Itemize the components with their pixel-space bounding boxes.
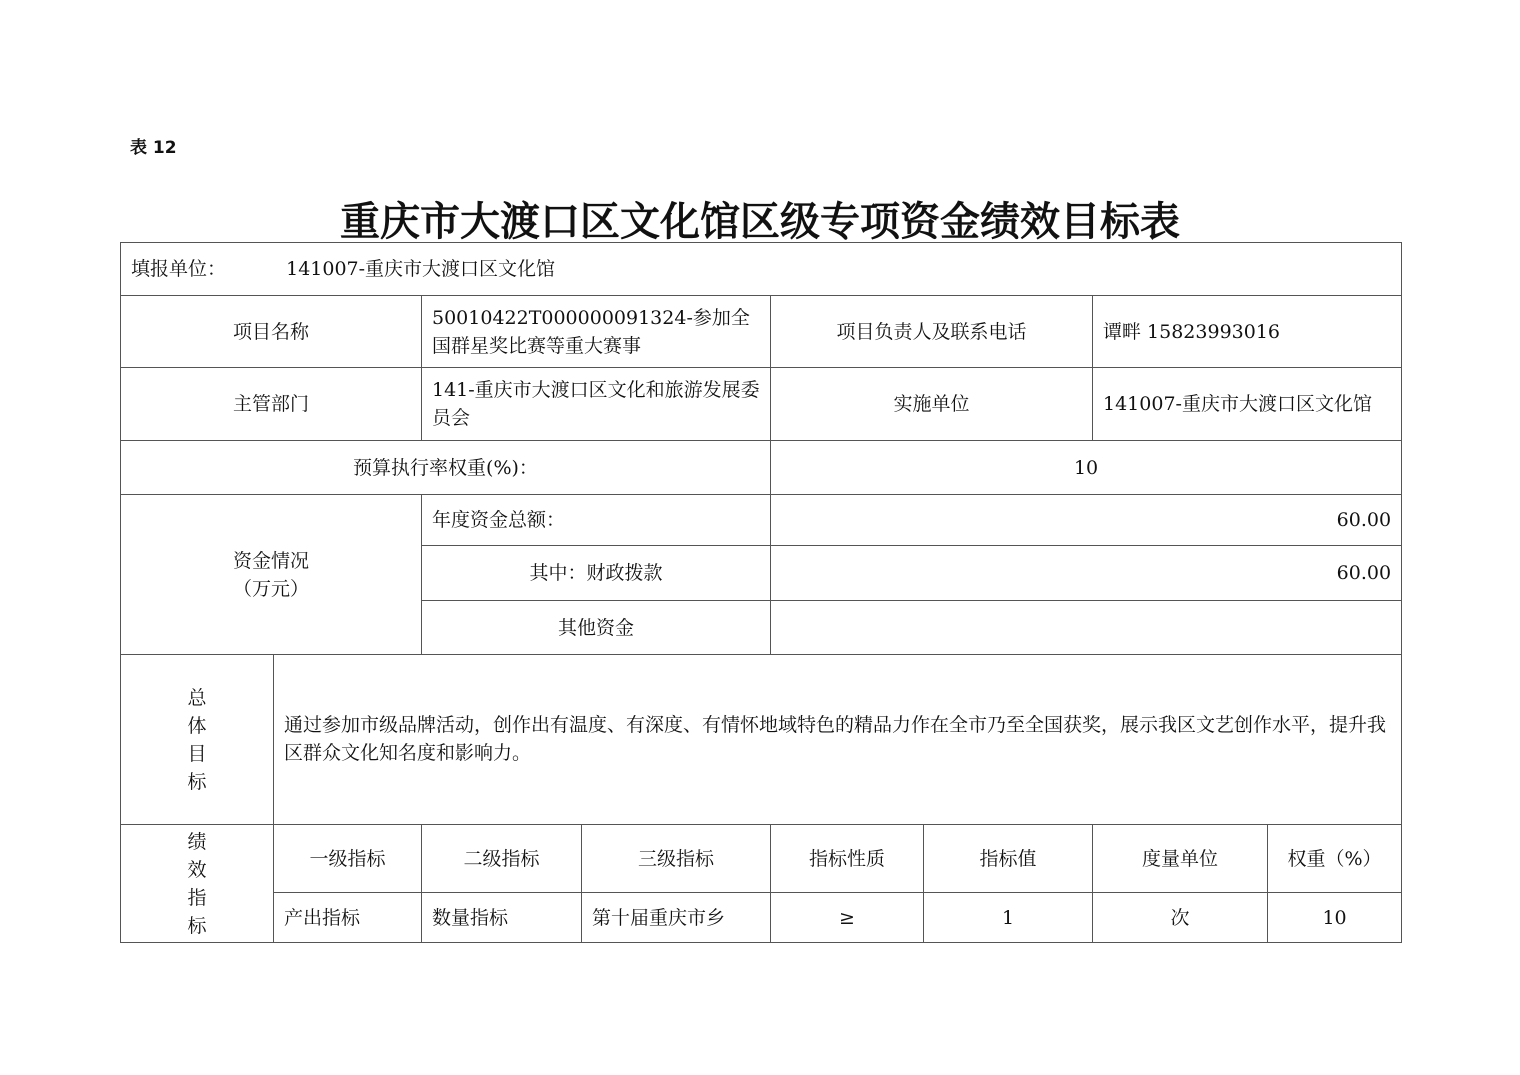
overall-goal-char: 体: [187, 714, 207, 737]
overall-goal-char: 标: [187, 770, 207, 793]
department-row: [121, 368, 1402, 441]
project-name-value: 50010422T000000091324-参加全国群星奖比赛等重大赛事: [422, 296, 771, 368]
page-title: 重庆市大渡口区文化馆区级专项资金绩效目标表: [340, 199, 1180, 245]
row-nature: ≥: [771, 893, 924, 943]
overall-goal-label: [121, 655, 274, 825]
row-level2: 数量指标: [422, 893, 582, 943]
row-unit: 次: [1093, 893, 1268, 943]
implementing-unit-value: 141007-重庆市大渡口区文化馆: [1093, 368, 1402, 441]
indicators-label: [121, 825, 274, 943]
implementing-unit-label: 实施单位: [771, 368, 1093, 441]
budget-weight-label: 预算执行率权重(%)：: [121, 441, 771, 495]
overall-goal-char: 目: [187, 742, 207, 765]
table-row: [121, 893, 1402, 943]
fiscal-allocation-value: 60.00: [771, 546, 1402, 601]
header-level1: 一级指标: [274, 825, 422, 893]
reporting-unit-row: [121, 243, 1402, 296]
performance-target-table: [120, 242, 1402, 943]
row-level1: 产出指标: [274, 893, 422, 943]
table-number: 表 12: [130, 138, 177, 158]
project-name-label: 项目名称: [121, 296, 422, 368]
other-funds-label: 其他资金: [422, 601, 771, 655]
funds-label-line2: （万元）: [232, 577, 309, 600]
indicators-char: 指: [187, 886, 207, 909]
header-unit: 度量单位: [1093, 825, 1268, 893]
project-contact-label: 项目负责人及联系电话: [771, 296, 1093, 368]
fiscal-allocation-label: 其中：财政拨款: [422, 546, 771, 601]
indicator-header-row: [121, 825, 1402, 893]
funds-label-line1: 资金情况: [232, 549, 309, 572]
row-level3: 第十届重庆市乡: [582, 893, 771, 943]
indicators-char: 绩: [187, 830, 207, 853]
overall-goal-text: 通过参加市级品牌活动，创作出有温度、有深度、有情怀地域特色的精品力作在全市乃至全国获奖，展示我区文艺创作水平，提升我区群众文化知名度和影响力。: [274, 655, 1402, 825]
header-nature: 指标性质: [771, 825, 924, 893]
reporting-unit-cell: [121, 243, 1402, 296]
reporting-unit-value: 141007-重庆市大渡口区文化馆: [286, 258, 556, 280]
row-value: 1: [924, 893, 1093, 943]
annual-total-label: 年度资金总额：: [422, 495, 771, 546]
budget-weight-row: [121, 441, 1402, 495]
funds-annual-row: [121, 495, 1402, 546]
header-weight: 权重（%）: [1268, 825, 1402, 893]
overall-goal-row: [121, 655, 1402, 825]
budget-weight-value: 10: [771, 441, 1402, 495]
header-level2: 二级指标: [422, 825, 582, 893]
header-value: 指标值: [924, 825, 1093, 893]
project-row: [121, 296, 1402, 368]
row-weight: 10: [1268, 893, 1402, 943]
funds-label: [121, 495, 422, 655]
department-label: 主管部门: [121, 368, 422, 441]
reporting-unit-label: 填报单位：: [131, 258, 227, 280]
annual-total-value: 60.00: [771, 495, 1402, 546]
indicators-char: 效: [187, 858, 207, 881]
department-value: 141-重庆市大渡口区文化和旅游发展委员会: [422, 368, 771, 441]
header-level3: 三级指标: [582, 825, 771, 893]
overall-goal-char: 总: [187, 686, 207, 709]
indicators-char: 标: [187, 914, 207, 937]
project-contact-value: 谭畔 15823993016: [1093, 296, 1402, 368]
other-funds-value: [771, 601, 1402, 655]
